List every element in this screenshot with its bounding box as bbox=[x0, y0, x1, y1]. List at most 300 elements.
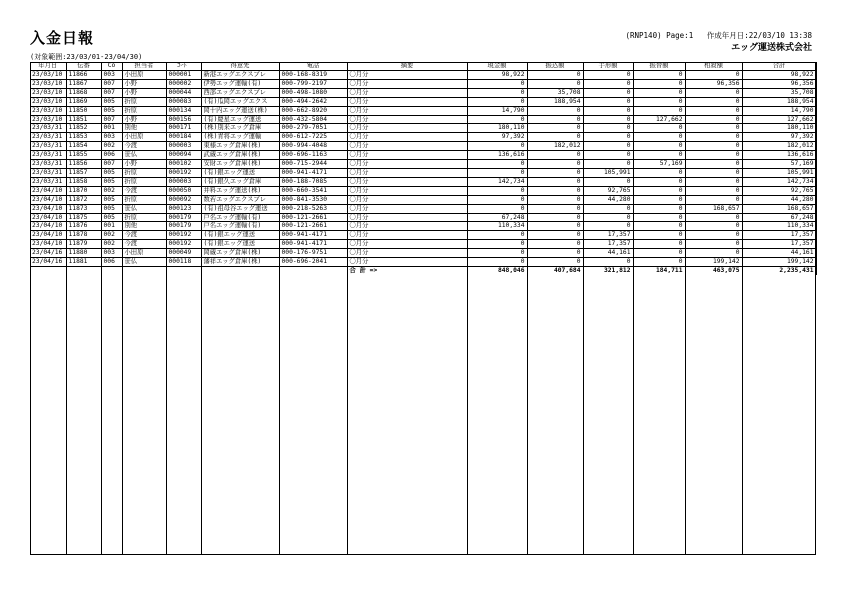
cell-total: 57,169 bbox=[742, 160, 816, 169]
cell-transfer: 0 bbox=[527, 124, 583, 133]
cell-phone: 000-612-7225 bbox=[279, 133, 347, 142]
cell-co: 003 bbox=[101, 133, 122, 142]
cell-exchange: 0 bbox=[633, 71, 685, 80]
cell-customer: 井料エッグ運送(株) bbox=[201, 186, 279, 195]
cell-customer: 武蔵エッグ倉庫(株) bbox=[201, 151, 279, 160]
table-row bbox=[30, 186, 816, 195]
cell-bill: 0 bbox=[583, 142, 633, 151]
cell-exchange: 0 bbox=[633, 258, 685, 267]
cell-total: 182,012 bbox=[742, 142, 816, 151]
cell-slip-no: 11879 bbox=[66, 240, 101, 249]
cell-phone: 000-121-2661 bbox=[279, 222, 347, 231]
cell-offset: 0 bbox=[685, 88, 742, 97]
cell-phone: 000-279-7051 bbox=[279, 124, 347, 133]
table-row bbox=[30, 213, 816, 222]
cell-co: 002 bbox=[101, 240, 122, 249]
cell-code: 000049 bbox=[166, 249, 201, 258]
cell-memo: 〇月分 bbox=[347, 249, 467, 258]
cell-slip-no: 11878 bbox=[66, 231, 101, 240]
cell-exchange: 0 bbox=[633, 204, 685, 213]
cell-exchange: 0 bbox=[633, 249, 685, 258]
column-header-slip-no: 伝番 bbox=[66, 62, 101, 71]
cell-co: 005 bbox=[101, 168, 122, 177]
cell-co: 002 bbox=[101, 186, 122, 195]
cell-customer: 戸名エッグ運輸(有) bbox=[201, 222, 279, 231]
cell-cash: 97,392 bbox=[467, 133, 527, 142]
cell-cash: 0 bbox=[467, 231, 527, 240]
cell-bill: 44,161 bbox=[583, 249, 633, 258]
cell-transfer: 35,708 bbox=[527, 88, 583, 97]
cell-code: 000192 bbox=[166, 231, 201, 240]
cell-memo: 〇月分 bbox=[347, 71, 467, 80]
cell-bill: 0 bbox=[583, 79, 633, 88]
cell-phone: 000-799-2197 bbox=[279, 79, 347, 88]
report-title: 入金日報 bbox=[30, 29, 95, 47]
column-header-date: 年月日 bbox=[30, 62, 66, 71]
total-row bbox=[30, 266, 816, 274]
cell-bill: 17,357 bbox=[583, 240, 633, 249]
total-empty-cell bbox=[66, 266, 101, 274]
cell-customer: 岡十内エッグ運送(株) bbox=[201, 106, 279, 115]
cell-phone: 000-498-1080 bbox=[279, 88, 347, 97]
cell-bill: 0 bbox=[583, 115, 633, 124]
cell-offset: 0 bbox=[685, 231, 742, 240]
cell-phone: 000-494-2642 bbox=[279, 97, 347, 106]
cell-offset: 0 bbox=[685, 71, 742, 80]
cell-slip-no: 11869 bbox=[66, 97, 101, 106]
cell-bill: 0 bbox=[583, 222, 633, 231]
report-id: (RNP140) Page:1 bbox=[625, 31, 694, 40]
cell-exchange: 0 bbox=[633, 231, 685, 240]
cell-staff: 笹仏 bbox=[122, 204, 166, 213]
cell-co: 003 bbox=[101, 71, 122, 80]
cell-date: 23/04/16 bbox=[30, 249, 66, 258]
cell-bill: 0 bbox=[583, 124, 633, 133]
cell-cash: 136,616 bbox=[467, 151, 527, 160]
payment-table bbox=[30, 62, 817, 275]
cell-offset: 0 bbox=[685, 115, 742, 124]
cell-code: 000179 bbox=[166, 213, 201, 222]
total-total: 2,235,431 bbox=[742, 266, 816, 274]
cell-slip-no: 11850 bbox=[66, 106, 101, 115]
cell-memo: 〇月分 bbox=[347, 106, 467, 115]
cell-offset: 0 bbox=[685, 240, 742, 249]
cell-bill: 0 bbox=[583, 160, 633, 169]
cell-total: 44,161 bbox=[742, 249, 816, 258]
cell-customer: 伊勢エッグ運輸(有) bbox=[201, 79, 279, 88]
target-range: (対象範囲:23/03/01-23/04/30) bbox=[30, 53, 143, 61]
cell-code: 000001 bbox=[166, 71, 201, 80]
cell-customer: (株)別来エッグ倉庫 bbox=[201, 124, 279, 133]
cell-transfer: 0 bbox=[527, 160, 583, 169]
cell-date: 23/03/31 bbox=[30, 177, 66, 186]
cell-date: 23/03/31 bbox=[30, 142, 66, 151]
cell-memo: 〇月分 bbox=[347, 213, 467, 222]
cell-staff: 別他 bbox=[122, 222, 166, 231]
cell-date: 23/03/10 bbox=[30, 88, 66, 97]
cell-transfer: 188,954 bbox=[527, 97, 583, 106]
column-header-cash: 現金額 bbox=[467, 62, 527, 71]
cell-memo: 〇月分 bbox=[347, 240, 467, 249]
cell-memo: 〇月分 bbox=[347, 222, 467, 231]
cell-total: 98,922 bbox=[742, 71, 816, 80]
cell-cash: 0 bbox=[467, 142, 527, 151]
cell-slip-no: 11868 bbox=[66, 88, 101, 97]
cell-customer: 藩祥エッグ倉庫(株) bbox=[201, 258, 279, 267]
created-date: 作成年月日:22/03/10 13:38 bbox=[706, 31, 812, 40]
column-header-offset: 相殺額 bbox=[685, 62, 742, 71]
cell-co: 006 bbox=[101, 151, 122, 160]
cell-total: 67,248 bbox=[742, 213, 816, 222]
table-row bbox=[30, 151, 816, 160]
cell-cash: 0 bbox=[467, 115, 527, 124]
cell-staff: 折原 bbox=[122, 177, 166, 186]
cell-date: 23/03/31 bbox=[30, 168, 66, 177]
cell-phone: 000-660-3541 bbox=[279, 186, 347, 195]
total-empty-cell bbox=[201, 266, 279, 274]
cell-customer: (株)青将エッグ運輸 bbox=[201, 133, 279, 142]
cell-offset: 0 bbox=[685, 249, 742, 258]
cell-date: 23/04/16 bbox=[30, 258, 66, 267]
cell-phone: 000-121-2661 bbox=[279, 213, 347, 222]
cell-total: 92,765 bbox=[742, 186, 816, 195]
cell-co: 003 bbox=[101, 249, 122, 258]
cell-total: 168,657 bbox=[742, 204, 816, 213]
cell-customer: (有)銀久エッグ倉庫 bbox=[201, 177, 279, 186]
cell-date: 23/04/10 bbox=[30, 195, 66, 204]
cell-code: 000156 bbox=[166, 115, 201, 124]
cell-transfer: 0 bbox=[527, 249, 583, 258]
cell-co: 005 bbox=[101, 97, 122, 106]
cell-exchange: 0 bbox=[633, 177, 685, 186]
cell-total: 105,991 bbox=[742, 168, 816, 177]
cell-slip-no: 11853 bbox=[66, 133, 101, 142]
cell-customer: 安財エッグ倉庫(株) bbox=[201, 160, 279, 169]
cell-code: 000192 bbox=[166, 240, 201, 249]
cell-customer: 新港エッグエクスプレ bbox=[201, 71, 279, 80]
cell-code: 000002 bbox=[166, 79, 201, 88]
cell-cash: 0 bbox=[467, 79, 527, 88]
cell-bill: 17,357 bbox=[583, 231, 633, 240]
cell-total: 136,616 bbox=[742, 151, 816, 160]
column-header-customer: 得意先 bbox=[201, 62, 279, 71]
cell-transfer: 0 bbox=[527, 231, 583, 240]
cell-cash: 0 bbox=[467, 186, 527, 195]
cell-customer: (有)銀エッグ運送 bbox=[201, 231, 279, 240]
column-header-staff: 担当者 bbox=[122, 62, 166, 71]
cell-phone: 000-941-4171 bbox=[279, 240, 347, 249]
cell-slip-no: 11854 bbox=[66, 142, 101, 151]
cell-co: 007 bbox=[101, 160, 122, 169]
cell-staff: 小田原 bbox=[122, 71, 166, 80]
cell-code: 000044 bbox=[166, 88, 201, 97]
table-row bbox=[30, 204, 816, 213]
cell-date: 23/03/10 bbox=[30, 106, 66, 115]
cell-cash: 0 bbox=[467, 168, 527, 177]
cell-total: 199,142 bbox=[742, 258, 816, 267]
cell-co: 002 bbox=[101, 231, 122, 240]
cell-cash: 0 bbox=[467, 88, 527, 97]
cell-memo: 〇月分 bbox=[347, 177, 467, 186]
cell-code: 000092 bbox=[166, 195, 201, 204]
cell-customer: 戸名エッグ運輸(有) bbox=[201, 213, 279, 222]
table-row bbox=[30, 106, 816, 115]
total-empty-cell bbox=[101, 266, 122, 274]
table-row bbox=[30, 195, 816, 204]
cell-date: 23/04/10 bbox=[30, 204, 66, 213]
cell-staff: 今渡 bbox=[122, 240, 166, 249]
cell-exchange: 0 bbox=[633, 168, 685, 177]
column-header-bill: 手形額 bbox=[583, 62, 633, 71]
cell-transfer: 0 bbox=[527, 240, 583, 249]
cell-date: 23/04/10 bbox=[30, 240, 66, 249]
cell-customer: (有)慶星エッグ運送 bbox=[201, 115, 279, 124]
cell-phone: 000-432-5804 bbox=[279, 115, 347, 124]
cell-slip-no: 11872 bbox=[66, 195, 101, 204]
cell-slip-no: 11851 bbox=[66, 115, 101, 124]
cell-bill: 0 bbox=[583, 213, 633, 222]
cell-slip-no: 11880 bbox=[66, 249, 101, 258]
cell-transfer: 0 bbox=[527, 177, 583, 186]
cell-memo: 〇月分 bbox=[347, 88, 467, 97]
cell-offset: 0 bbox=[685, 124, 742, 133]
cell-offset: 0 bbox=[685, 142, 742, 151]
cell-code: 000123 bbox=[166, 204, 201, 213]
cell-slip-no: 11876 bbox=[66, 222, 101, 231]
cell-slip-no: 11866 bbox=[66, 71, 101, 80]
cell-code: 000118 bbox=[166, 258, 201, 267]
cell-slip-no: 11881 bbox=[66, 258, 101, 267]
cell-bill: 0 bbox=[583, 258, 633, 267]
cell-exchange: 127,662 bbox=[633, 115, 685, 124]
cell-staff: 笹仏 bbox=[122, 151, 166, 160]
cell-date: 23/03/31 bbox=[30, 133, 66, 142]
total-empty-cell bbox=[30, 266, 66, 274]
cell-co: 007 bbox=[101, 115, 122, 124]
cell-bill: 0 bbox=[583, 151, 633, 160]
cell-slip-no: 11858 bbox=[66, 177, 101, 186]
cell-slip-no: 11852 bbox=[66, 124, 101, 133]
cell-staff: 折原 bbox=[122, 195, 166, 204]
cell-date: 23/04/10 bbox=[30, 222, 66, 231]
cell-transfer: 0 bbox=[527, 79, 583, 88]
cell-staff: 別他 bbox=[122, 124, 166, 133]
cell-date: 23/03/31 bbox=[30, 151, 66, 160]
table-row bbox=[30, 168, 816, 177]
cell-memo: 〇月分 bbox=[347, 151, 467, 160]
column-header-memo: 摘要 bbox=[347, 62, 467, 71]
cell-offset: 168,657 bbox=[685, 204, 742, 213]
cell-offset: 0 bbox=[685, 177, 742, 186]
cell-phone: 000-994-4048 bbox=[279, 142, 347, 151]
cell-offset: 0 bbox=[685, 151, 742, 160]
cell-customer: 岡蔵エッグ倉庫(株) bbox=[201, 249, 279, 258]
cell-code: 000192 bbox=[166, 168, 201, 177]
cell-phone: 000-841-3530 bbox=[279, 195, 347, 204]
total-label: 合 計 => bbox=[347, 266, 467, 274]
cell-exchange: 0 bbox=[633, 133, 685, 142]
table-row bbox=[30, 133, 816, 142]
cell-offset: 0 bbox=[685, 213, 742, 222]
table-row bbox=[30, 160, 816, 169]
cell-offset: 0 bbox=[685, 222, 742, 231]
cell-slip-no: 11870 bbox=[66, 186, 101, 195]
column-header-phone: 電話 bbox=[279, 62, 347, 71]
cell-transfer: 0 bbox=[527, 204, 583, 213]
cell-total: 110,334 bbox=[742, 222, 816, 231]
total-bill: 321,812 bbox=[583, 266, 633, 274]
table-row bbox=[30, 142, 816, 151]
cell-code: 000003 bbox=[166, 142, 201, 151]
table-row bbox=[30, 71, 816, 80]
cell-total: 35,708 bbox=[742, 88, 816, 97]
cell-code: 000050 bbox=[166, 186, 201, 195]
cell-date: 23/03/10 bbox=[30, 115, 66, 124]
cell-total: 44,280 bbox=[742, 195, 816, 204]
cell-cash: 98,922 bbox=[467, 71, 527, 80]
cell-customer: (有)祖母谷エッグ運送 bbox=[201, 204, 279, 213]
cell-offset: 0 bbox=[685, 186, 742, 195]
cell-memo: 〇月分 bbox=[347, 231, 467, 240]
cell-cash: 67,248 bbox=[467, 213, 527, 222]
column-header-exchange: 振替額 bbox=[633, 62, 685, 71]
cell-cash: 0 bbox=[467, 204, 527, 213]
cell-phone: 000-188-7085 bbox=[279, 177, 347, 186]
cell-exchange: 0 bbox=[633, 222, 685, 231]
cell-staff: 折原 bbox=[122, 168, 166, 177]
cell-customer: (有)銀エッグ運送 bbox=[201, 240, 279, 249]
cell-bill: 0 bbox=[583, 88, 633, 97]
cell-transfer: 0 bbox=[527, 258, 583, 267]
cell-phone: 000-218-5263 bbox=[279, 204, 347, 213]
cell-code: 000102 bbox=[166, 160, 201, 169]
cell-exchange: 0 bbox=[633, 142, 685, 151]
cell-cash: 0 bbox=[467, 195, 527, 204]
cell-phone: 000-696-2041 bbox=[279, 258, 347, 267]
cell-exchange: 0 bbox=[633, 186, 685, 195]
table-row bbox=[30, 222, 816, 231]
cell-transfer: 0 bbox=[527, 106, 583, 115]
cell-transfer: 182,012 bbox=[527, 142, 583, 151]
cell-code: 000184 bbox=[166, 133, 201, 142]
cell-staff: 小野 bbox=[122, 160, 166, 169]
table-row bbox=[30, 240, 816, 249]
cell-total: 17,357 bbox=[742, 231, 816, 240]
cell-transfer: 0 bbox=[527, 168, 583, 177]
cell-bill: 92,765 bbox=[583, 186, 633, 195]
cell-phone: 000-715-2944 bbox=[279, 160, 347, 169]
cell-transfer: 0 bbox=[527, 222, 583, 231]
cell-memo: 〇月分 bbox=[347, 115, 467, 124]
cell-phone: 000-168-8319 bbox=[279, 71, 347, 80]
table-row bbox=[30, 97, 816, 106]
column-header-code: ｺｰﾄﾞ bbox=[166, 62, 201, 71]
cell-exchange: 0 bbox=[633, 106, 685, 115]
cell-total: 14,790 bbox=[742, 106, 816, 115]
cell-offset: 0 bbox=[685, 97, 742, 106]
column-header-total: 合計 bbox=[742, 62, 816, 71]
cell-date: 23/04/10 bbox=[30, 186, 66, 195]
cell-staff: 笹仏 bbox=[122, 258, 166, 267]
cell-co: 007 bbox=[101, 79, 122, 88]
cell-total: 180,110 bbox=[742, 124, 816, 133]
cell-exchange: 57,169 bbox=[633, 160, 685, 169]
cell-exchange: 0 bbox=[633, 240, 685, 249]
cell-cash: 14,790 bbox=[467, 106, 527, 115]
cell-staff: 小田原 bbox=[122, 133, 166, 142]
cell-customer: 数若エッグエクスプレ bbox=[201, 195, 279, 204]
cell-cash: 110,334 bbox=[467, 222, 527, 231]
cell-staff: 今渡 bbox=[122, 142, 166, 151]
cell-transfer: 0 bbox=[527, 71, 583, 80]
cell-offset: 0 bbox=[685, 133, 742, 142]
cell-customer: (有)銀エッグ運送 bbox=[201, 168, 279, 177]
cell-bill: 0 bbox=[583, 71, 633, 80]
cell-date: 23/04/10 bbox=[30, 231, 66, 240]
cell-co: 005 bbox=[101, 213, 122, 222]
cell-transfer: 0 bbox=[527, 213, 583, 222]
cell-co: 001 bbox=[101, 124, 122, 133]
cell-slip-no: 11857 bbox=[66, 168, 101, 177]
cell-slip-no: 11875 bbox=[66, 213, 101, 222]
cell-cash: 180,110 bbox=[467, 124, 527, 133]
cell-staff: 小田原 bbox=[122, 249, 166, 258]
cell-co: 006 bbox=[101, 258, 122, 267]
table-row bbox=[30, 231, 816, 240]
table-row bbox=[30, 258, 816, 267]
total-cash: 848,046 bbox=[467, 266, 527, 274]
table-row bbox=[30, 249, 816, 258]
cell-cash: 0 bbox=[467, 249, 527, 258]
total-transfer: 407,684 bbox=[527, 266, 583, 274]
column-header-co: Co bbox=[101, 62, 122, 71]
cell-offset: 96,356 bbox=[685, 79, 742, 88]
cell-phone: 000-941-4171 bbox=[279, 168, 347, 177]
cell-memo: 〇月分 bbox=[347, 168, 467, 177]
cell-customer: 西部エッグエクスプレ bbox=[201, 88, 279, 97]
cell-customer: 東様エッグ倉庫(株) bbox=[201, 142, 279, 151]
cell-memo: 〇月分 bbox=[347, 133, 467, 142]
cell-offset: 0 bbox=[685, 106, 742, 115]
cell-exchange: 0 bbox=[633, 79, 685, 88]
cell-exchange: 0 bbox=[633, 124, 685, 133]
cell-code: 000003 bbox=[166, 177, 201, 186]
cell-total: 17,357 bbox=[742, 240, 816, 249]
cell-exchange: 0 bbox=[633, 88, 685, 97]
cell-slip-no: 11867 bbox=[66, 79, 101, 88]
cell-staff: 小野 bbox=[122, 88, 166, 97]
cell-transfer: 0 bbox=[527, 115, 583, 124]
cell-cash: 0 bbox=[467, 97, 527, 106]
cell-staff: 小野 bbox=[122, 79, 166, 88]
cell-customer: (有)瓜岡エッグエクス bbox=[201, 97, 279, 106]
cell-code: 000094 bbox=[166, 151, 201, 160]
cell-staff: 今渡 bbox=[122, 186, 166, 195]
cell-staff: 今渡 bbox=[122, 231, 166, 240]
cell-exchange: 0 bbox=[633, 195, 685, 204]
cell-phone: 000-662-8920 bbox=[279, 106, 347, 115]
cell-bill: 0 bbox=[583, 204, 633, 213]
cell-date: 23/03/10 bbox=[30, 79, 66, 88]
cell-co: 005 bbox=[101, 204, 122, 213]
table-row bbox=[30, 115, 816, 124]
cell-slip-no: 11873 bbox=[66, 204, 101, 213]
cell-total: 127,662 bbox=[742, 115, 816, 124]
cell-bill: 105,991 bbox=[583, 168, 633, 177]
cell-code: 000179 bbox=[166, 222, 201, 231]
cell-exchange: 0 bbox=[633, 151, 685, 160]
cell-cash: 142,734 bbox=[467, 177, 527, 186]
